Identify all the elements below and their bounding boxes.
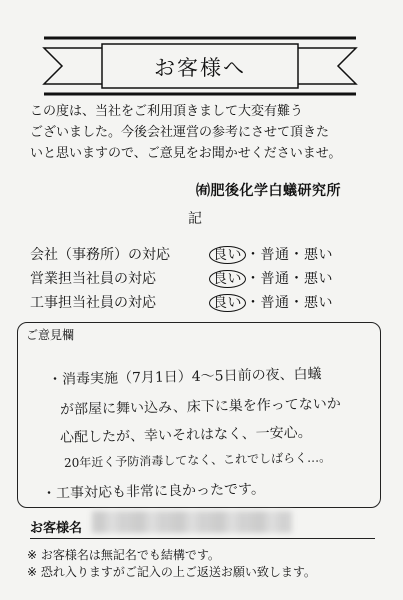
comment-line: 心配したが、幸いそれはなく、一安心。: [59, 424, 312, 446]
rating-row-company: [30, 244, 370, 266]
comment-line: 20年近く予防消毒してなく、これでしばらく…。: [63, 450, 332, 470]
rating-other-options[interactable]: ・普通・悪い: [246, 247, 333, 263]
comment-line: が部屋に舞い込み、床下に巣を作ってないか: [59, 396, 341, 418]
company-name: ㈲肥後化学白蟻研究所: [196, 183, 341, 199]
footer-notes: [27, 547, 316, 581]
rating-row-sales: [30, 268, 370, 290]
rating-options: [213, 292, 333, 314]
rating-label: 会社（事務所）の対応: [30, 247, 170, 263]
comment-title: ご意見欄: [26, 328, 75, 342]
rating-options: [213, 244, 333, 266]
customer-name-line: [30, 538, 375, 539]
ki-heading: 記: [188, 211, 202, 227]
note-line: ※ お客様名は無記名でも結構です。: [27, 548, 220, 562]
rating-other-options[interactable]: ・普通・悪い: [246, 271, 333, 287]
page-title: お客様へ: [154, 56, 246, 80]
rating-other-options[interactable]: ・普通・悪い: [246, 295, 333, 311]
comment-line: ・工事対応も非常に良かったです。: [41, 481, 266, 502]
rating-label: 営業担当社員の対応: [30, 271, 156, 287]
note-line: ※ 恐れ入りますがご記入の上ご返送お願い致します。: [27, 565, 316, 579]
intro-text: [30, 101, 375, 164]
rating-options: [213, 268, 333, 290]
rating-selected-good[interactable]: 良い: [209, 270, 246, 288]
rating-selected-good[interactable]: 良い: [209, 246, 246, 264]
intro-line: この度は、当社をご利用頂きまして大変有難う: [30, 104, 304, 119]
intro-line: ございました。今後会社運営の参考にさせて頂きた: [30, 125, 330, 140]
intro-line: いと思いますので、ご意見をお聞かせくださいませ。: [30, 146, 342, 161]
rating-row-construction: [30, 292, 370, 314]
customer-name-redacted: [92, 511, 292, 533]
rating-label: 工事担当社員の対応: [30, 295, 156, 311]
rating-selected-good[interactable]: 良い: [209, 294, 246, 312]
customer-name-label: お客様名: [30, 521, 83, 536]
comment-box[interactable]: [17, 322, 381, 508]
comment-line: ・消毒実施（7月1日）4〜5日前の夜、白蟻: [47, 366, 322, 388]
header-banner: [40, 36, 360, 96]
